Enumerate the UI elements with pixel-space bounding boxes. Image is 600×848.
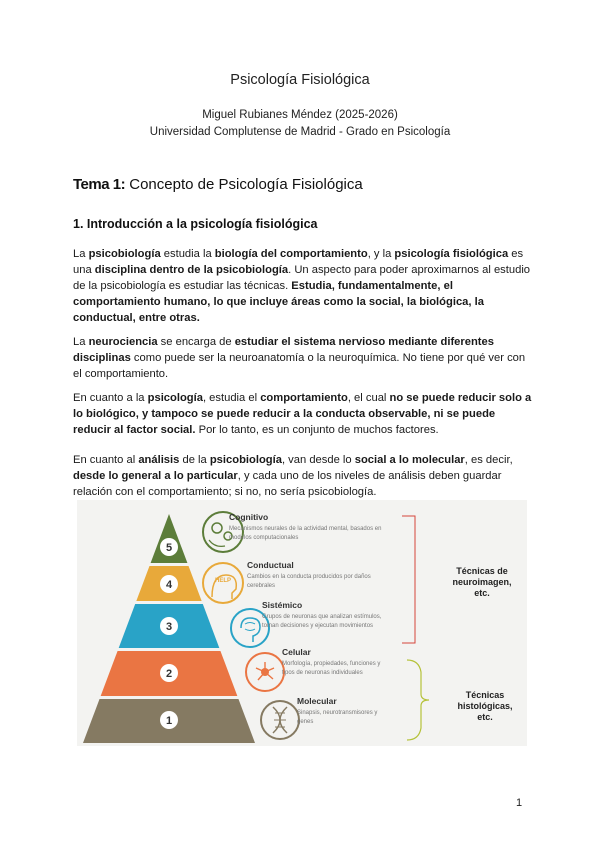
paragraph-line [73,452,533,468]
bold-text: psicología [147,392,203,404]
bold-text: Estudia, fundamentalmente, el [291,280,453,292]
paragraph-line [73,334,533,350]
text-run: estudia la [160,248,215,260]
text-run: En cuanto a la [73,392,148,404]
level-name: Celular [282,647,311,657]
bold-text: no se puede reducir solo a [389,392,532,404]
bold-text: estudiar el sistema nervioso mediante diferentes [234,336,494,348]
topic-heading [73,176,363,193]
document-title: Psicología Fisiológica [230,72,370,88]
text-run: La [73,336,89,348]
paragraph-psicobiologia [73,246,533,326]
page-number: 1 [516,797,523,809]
paragraph-line [73,406,533,422]
bold-text: biología del comportamiento [214,248,368,260]
level-number: 1 [165,715,173,727]
level-name: Sistémico [262,600,303,610]
level-number: 3 [165,621,173,633]
topic-title: Concepto de Psicología Fisiológica [125,176,363,193]
paragraph-line [73,278,533,294]
level-description: modelos computacionales [229,535,299,541]
bold-text: psicología fisiológica [394,248,509,260]
text-run: como puede ser la neuroanatomía o la neuroquímica. No tiene por qué ver con [130,352,526,364]
bold-text: neurociencia [88,336,158,348]
level-description: cerebrales [247,583,276,589]
topic-label: Tema 1: [73,176,126,193]
text-run: , es decir, [464,454,513,466]
level-name: Cognitivo [229,512,269,522]
text-run: , y la [367,248,395,260]
paragraph-psicologia [73,390,533,438]
level-number: 4 [165,579,173,591]
bold-text: desde lo general a lo particular [73,470,238,482]
level-description: toman decisiones y ejecutan movimientos [262,623,374,629]
level-name: Molecular [297,696,337,706]
analysis-levels-figure [77,500,527,746]
lower-bracket-label-1: Técnicas [465,690,505,700]
upper-bracket-label-3: etc. [474,588,490,598]
text-run: La [73,248,89,260]
paragraph-line [73,422,533,438]
bold-text: psicobiología [88,248,161,260]
author-line: Miguel Rubianes Méndez (2025-2026) [202,109,398,121]
level-number: 5 [165,542,173,554]
text-run: En cuanto al [73,454,139,466]
text-run: se encarga de [157,336,235,348]
paragraph-neurociencia [73,334,533,382]
bold-text: disciplina dentro de la psicobiología [94,264,289,276]
text-run: , y cada uno de los niveles de análisis deben guardar [237,470,502,482]
level-name: Conductual [247,560,294,570]
section-heading: 1. Introducción a la psicología fisiológica [73,217,318,231]
bold-text: análisis [138,454,180,466]
paragraph-line [73,294,533,310]
pyramid-diagram [77,500,527,746]
lower-bracket-label-3: etc. [477,712,493,722]
bold-text: lo biológico, y tampoco se puede reducir a la conducta observable, ni se puede [73,408,496,420]
paragraph-analisis [73,452,533,500]
level-description: Mecanismos neurales de la actividad mental, basados en [229,526,382,532]
text-run: es [508,248,524,260]
paragraph-line [73,484,533,500]
text-run: . Un aspecto para poder aproximarnos al estudio [288,264,531,276]
bold-text: conductual, entre otras. [73,312,200,324]
text-run: de la [179,454,210,466]
level-description: tipos de neuronas individuales [282,670,363,676]
bold-text: disciplinas [73,352,131,364]
level-description: Cambios en la conducta producidos por daños [247,574,371,580]
level-description: genes [297,719,314,725]
paragraph-line [73,366,533,382]
lower-bracket-label-2: histológicas, [457,701,513,711]
svg-text:HELP: HELP [215,578,232,584]
bold-text: reducir al factor social. [73,424,196,436]
text-run: una [73,264,95,276]
upper-bracket-label-2: neuroimagen, [452,577,512,587]
bold-text: comportamiento [260,392,348,404]
level-description: Morfología, propiedades, funciones y [282,661,381,667]
paragraph-line [73,310,533,326]
upper-bracket-label-1: Técnicas de [456,566,508,576]
university-line: Universidad Complutense de Madrid - Grado en Psicología [149,126,451,138]
paragraph-line [73,246,533,262]
level-number: 2 [165,668,173,680]
level-description: Sinapsis, neurotransmisores y [297,710,378,716]
bold-text: comportamiento humano, lo que incluye áreas como la social, la biológica, la [73,296,484,308]
text-run: el comportamiento. [73,368,169,380]
bold-text: social a lo molecular [354,454,465,466]
paragraph-line [73,468,533,484]
level-description: Grupos de neuronas que analizan estímulos, [262,614,382,620]
text-run: de la psicobiología es estudiar las técnicas. [73,280,292,292]
text-run: Por lo tanto, es un conjunto de muchos factores. [195,424,439,436]
text-run: , van desde lo [281,454,355,466]
paragraph-line [73,262,533,278]
text-run: , estudia el [202,392,261,404]
paragraph-line [73,350,533,366]
bold-text: psicobiología [209,454,282,466]
paragraph-line [73,390,533,406]
text-run: , el cual [347,392,390,404]
text-run: relación con el comportamiento; si no, no sería psicobiología. [73,486,377,498]
